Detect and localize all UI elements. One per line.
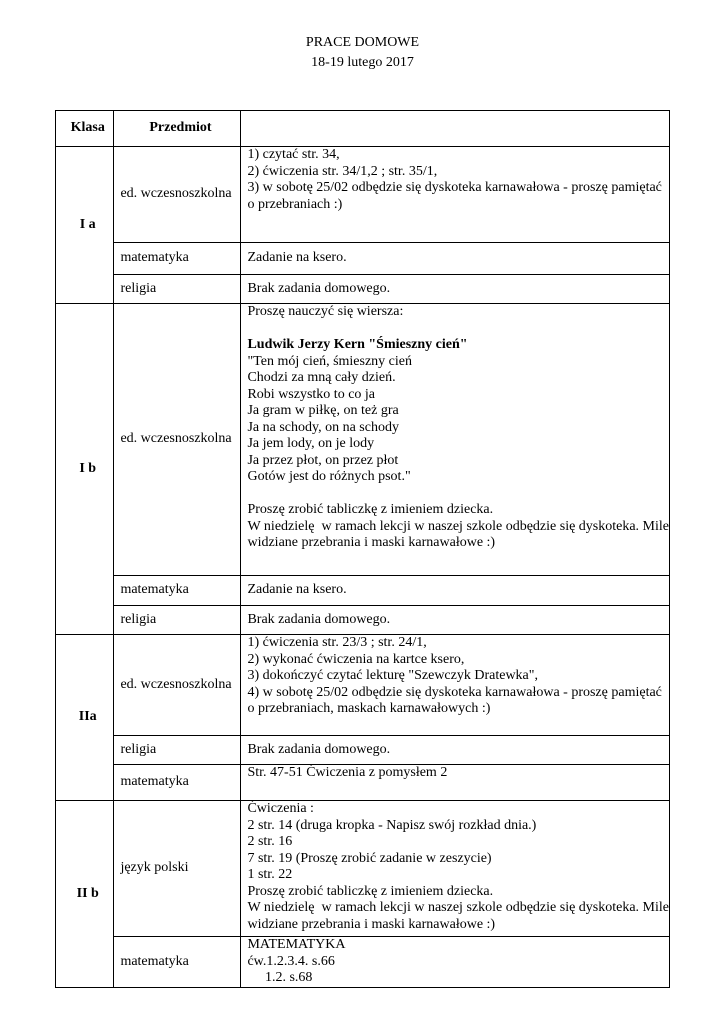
subject-cell: ed. wczesnoszkolna — [114, 635, 241, 736]
homework-line: Proszę zrobić tabliczkę z imieniem dziecka. — [247, 883, 494, 899]
subject-cell: religia — [114, 736, 241, 765]
page-title: PRACE DOMOWE — [305, 35, 420, 50]
homework-line: 3) w sobotę 25/02 odbędzie się dyskoteka karnawałowa - proszę pamiętać — [247, 180, 662, 195]
table-row — [56, 937, 670, 988]
table-row — [56, 765, 670, 801]
homework-line: ćw.1.2.3.4. s.66 — [247, 953, 335, 969]
table-row — [56, 801, 670, 937]
table-header-row — [56, 111, 670, 147]
table-row — [56, 736, 670, 765]
homework-line: Ćwiczenia : — [247, 801, 314, 816]
homework-line: Ja na schody, on na schody — [247, 419, 399, 435]
homework-cell: Brak zadania domowego. — [241, 606, 670, 635]
subject-cell: religia — [114, 606, 241, 635]
subject-cell: matematyka — [114, 243, 241, 275]
table-row — [56, 635, 670, 736]
homework-cell — [241, 801, 670, 937]
homework-cell: Brak zadania domowego. — [241, 736, 670, 765]
homework-line: 1 str. 22 — [247, 867, 293, 882]
homework-line: Gotów jest do różnych psot." — [247, 469, 411, 484]
homework-line: 1) czytać str. 34, — [247, 147, 340, 162]
subject-cell: ed. wczesnoszkolna — [114, 147, 241, 243]
homework-cell: Str. 47-51 Ćwiczenia z pomysłem 2 — [241, 765, 670, 801]
poem-title: Ludwik Jerzy Kern "Śmieszny cień" — [247, 337, 468, 352]
homework-line: 2) ćwiczenia str. 34/1,2 ; str. 35/1, — [247, 163, 438, 179]
homework-line: Proszę zrobić tabliczkę z imieniem dziecka. — [247, 502, 494, 517]
homework-line: W niedzielę w ramach lekcji w naszej szkole odbędzie się dyskoteka. Mile — [247, 518, 669, 534]
homework-cell: Zadanie na ksero. — [241, 243, 670, 275]
subject-cell: matematyka — [114, 576, 241, 606]
homework-line: o przebraniach, maskach karnawałowych :) — [247, 701, 491, 716]
homework-line: Robi wszystko to co ja — [247, 386, 376, 402]
homework-line: o przebraniach :) — [247, 196, 343, 212]
homework-cell: Zadanie na ksero. — [241, 576, 670, 606]
homework-line: 7 str. 19 (Proszę zrobić zadanie w zeszycie) — [247, 850, 492, 866]
table-row — [56, 275, 670, 304]
homework-table — [55, 110, 670, 988]
homework-cell — [241, 304, 670, 576]
subject-cell: język polski — [114, 801, 241, 937]
homework-line: widziane przebrania i maski karnawałowe :) — [247, 916, 496, 932]
table-row — [56, 606, 670, 635]
column-header-przedmiot: Przedmiot — [114, 111, 241, 147]
class-cell-ib: I b — [56, 304, 114, 635]
column-header-klasa: Klasa — [56, 111, 114, 147]
column-header-tresc — [241, 111, 670, 147]
homework-line — [247, 486, 669, 503]
class-cell-iib: II b — [56, 801, 114, 988]
subject-cell: ed. wczesnoszkolna — [114, 304, 241, 576]
homework-line: Proszę nauczyć się wiersza: — [247, 304, 404, 319]
homework-line: Chodzi za mną cały dzień. — [247, 370, 396, 385]
homework-line: Ja jem lody, on je lody — [247, 436, 375, 451]
homework-line: Ja gram w piłkę, on też gra — [247, 403, 399, 418]
page-date: 18-19 lutego 2017 — [311, 55, 414, 70]
subject-cell: matematyka — [114, 937, 241, 988]
class-cell-ia: I a — [56, 147, 114, 304]
homework-line: 1.2. s.68 — [247, 970, 313, 985]
homework-line: 2 str. 14 (druga kropka - Napisz swój rozkład dnia.) — [247, 817, 537, 833]
homework-cell: Brak zadania domowego. — [241, 275, 670, 304]
homework-line — [247, 321, 669, 338]
subject-cell: matematyka — [114, 765, 241, 801]
homework-line: widziane przebrania i maski karnawałowe :) — [247, 535, 496, 550]
homework-line: 2) wykonać ćwiczenia na kartce ksero, — [247, 651, 465, 667]
homework-line: 4) w sobotę 25/02 odbędzie się dyskoteka karnawałowa - proszę pamiętać — [247, 684, 662, 700]
class-cell-iia: IIa — [56, 635, 114, 801]
homework-cell — [241, 635, 670, 736]
homework-line: "Ten mój cień, śmieszny cień — [247, 353, 412, 369]
homework-line: MATEMATYKA — [247, 937, 346, 952]
homework-line: 1) ćwiczenia str. 23/3 ; str. 24/1, — [247, 635, 427, 650]
table-row — [56, 576, 670, 606]
table-row — [56, 147, 670, 243]
homework-line: 2 str. 16 — [247, 834, 293, 849]
homework-cell — [241, 937, 670, 988]
homework-line: 3) dokończyć czytać lekturę "Szewczyk Dratewka", — [247, 668, 538, 683]
homework-line: Ja przez płot, on przez płot — [247, 452, 399, 468]
subject-cell: religia — [114, 275, 241, 304]
homework-line: W niedzielę w ramach lekcji w naszej szkole odbędzie się dyskoteka. Mile — [247, 900, 669, 915]
homework-cell — [241, 147, 670, 243]
table-row — [56, 243, 670, 275]
table-row — [56, 304, 670, 576]
